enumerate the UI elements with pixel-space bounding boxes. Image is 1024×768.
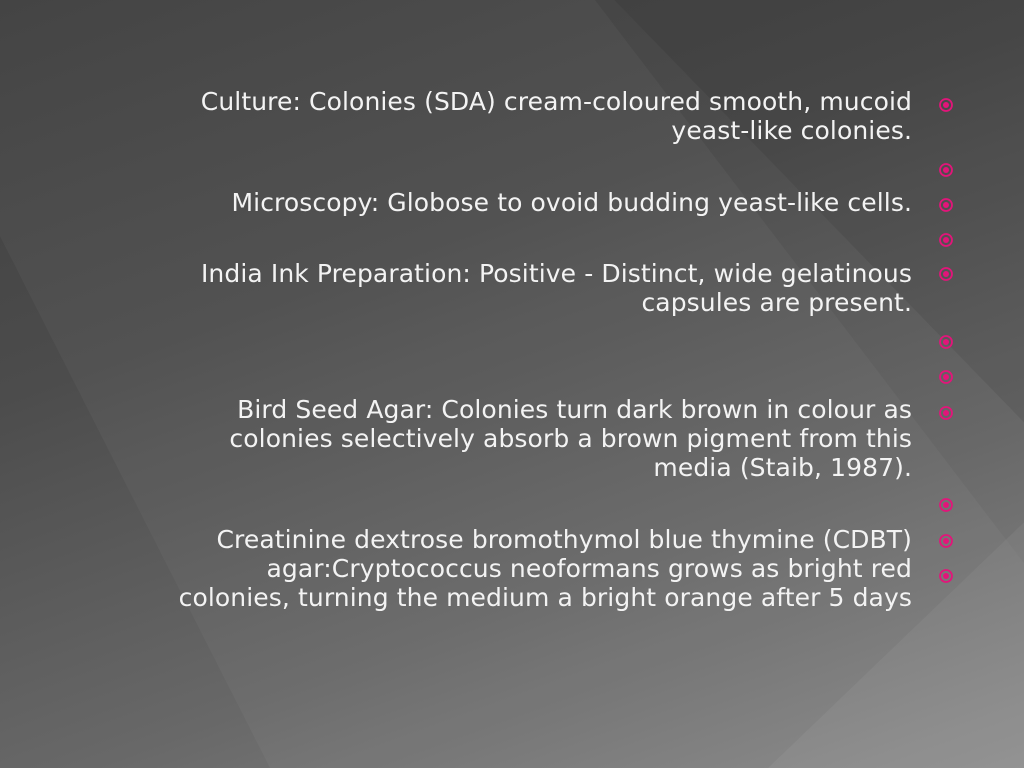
- circled-dot-bullet-icon: [938, 405, 954, 421]
- text-line: Bird Seed Agar: Colonies turn dark brown in colour as: [237, 395, 912, 424]
- text-line: India Ink Preparation: Positive - Distinct, wide gelatinous: [200, 259, 912, 288]
- paragraph-microscopy: [232, 188, 913, 217]
- paragraph-india-ink: [201, 259, 912, 317]
- text-line: agar:Cryptococcus neoformans grows as bright red: [266, 554, 912, 583]
- text-line: media (Staib, 1987).: [653, 453, 912, 482]
- circled-dot-bullet-icon: [938, 97, 954, 113]
- paragraph-bird-seed-agar: [229, 395, 912, 482]
- circled-dot-bullet-icon: [938, 533, 954, 549]
- circled-dot-bullet-icon: [938, 232, 954, 248]
- circled-dot-bullet-icon: [938, 266, 954, 282]
- paragraph-culture: [201, 87, 912, 145]
- circled-dot-bullet-icon: [938, 497, 954, 513]
- paragraph-cdbt-agar: [179, 525, 912, 612]
- circled-dot-bullet-icon: [938, 568, 954, 584]
- text-line: colonies, turning the medium a bright orange after 5 days: [178, 583, 912, 612]
- text-line: Culture: Colonies (SDA) cream-coloured smooth, mucoid: [200, 87, 912, 116]
- text-line: colonies selectively absorb a brown pigment from this: [229, 424, 912, 453]
- circled-dot-bullet-icon: [938, 334, 954, 350]
- circled-dot-bullet-icon: [938, 162, 954, 178]
- text-line: Microscopy: Globose to ovoid budding yeast-like cells.: [231, 188, 912, 217]
- circled-dot-bullet-icon: [938, 197, 954, 213]
- circled-dot-bullet-icon: [938, 369, 954, 385]
- text-line: capsules are present.: [641, 288, 912, 317]
- text-line: yeast-like colonies.: [671, 116, 912, 145]
- text-line: Creatinine dextrose bromothymol blue thymine (CDBT): [216, 525, 912, 554]
